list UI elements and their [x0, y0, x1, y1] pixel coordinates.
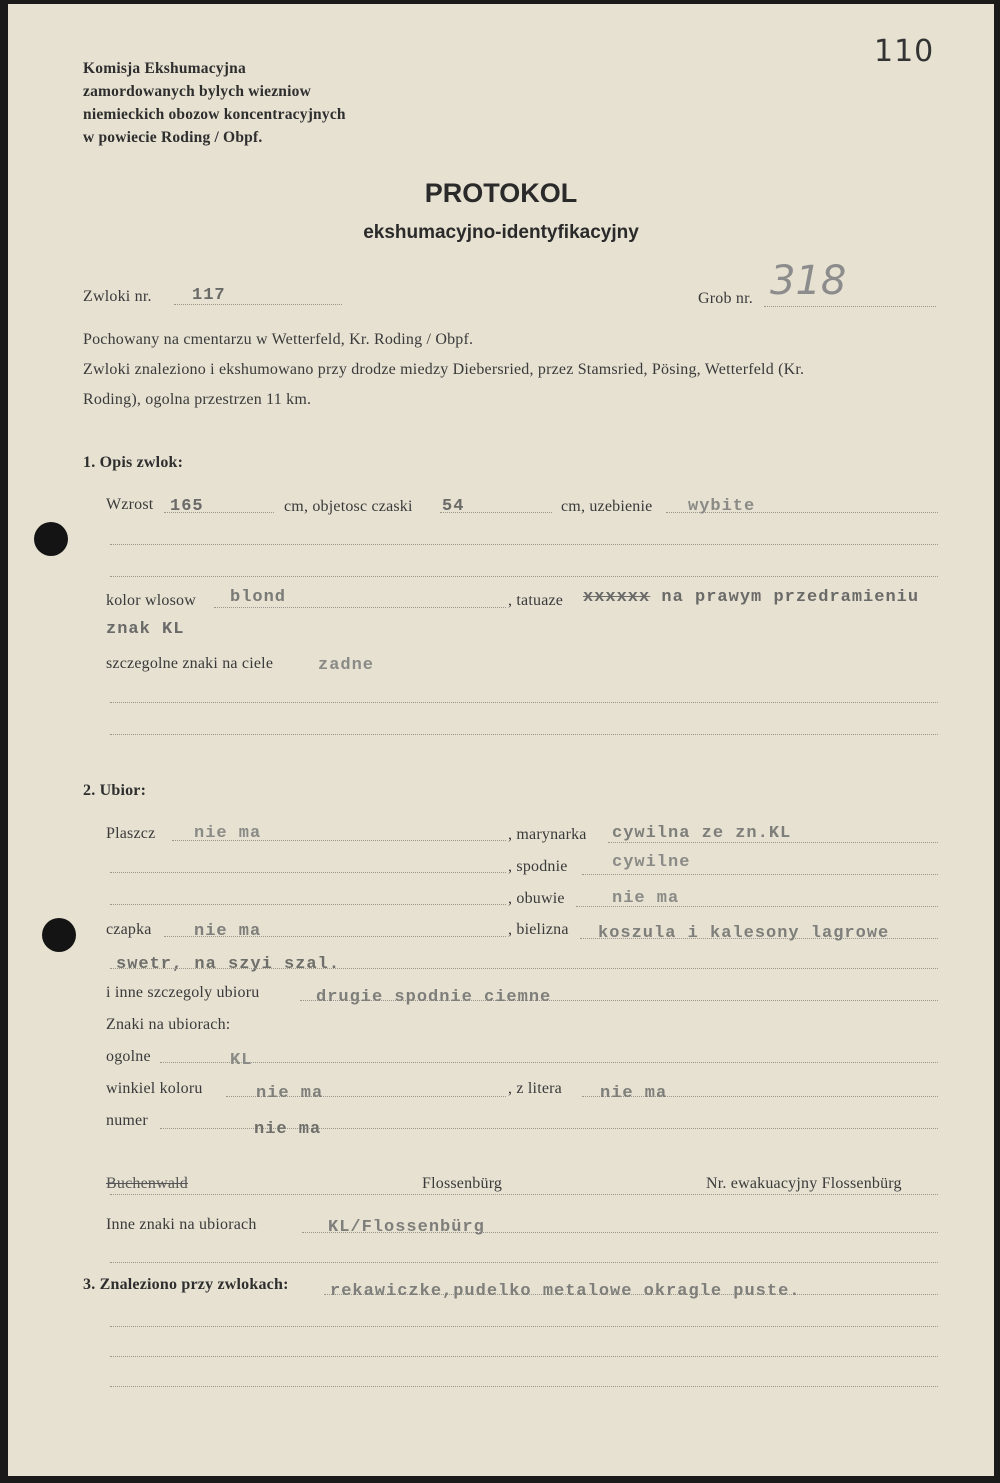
page-number: 110: [874, 34, 935, 69]
blank-line: [110, 1262, 938, 1263]
kolor-label: kolor wlosow: [106, 592, 196, 609]
numer-value: nie ma: [254, 1120, 322, 1139]
nr-ewakuacyjny-label: Nr. ewakuacyjny Flossenbürg: [706, 1175, 902, 1192]
blank-line: [110, 872, 506, 873]
section-2-heading: 2. Ubior:: [83, 782, 147, 799]
spodnie-label: , spodnie: [508, 858, 568, 875]
czaski-label: cm, objetosc czaski: [284, 498, 413, 515]
litera-value: nie ma: [600, 1084, 668, 1103]
inne-szczegoly-value: drugie spodnie ciemne: [316, 988, 552, 1007]
wzrost-value: 165: [170, 497, 204, 516]
tatuaze-value-group: [583, 588, 919, 607]
found-text-line-1: Zwloki znaleziono i ekshumowano przy drodze miedzy Diebersried, przez Stamsried, Pösing, Wetterfeld (Kr.: [83, 361, 805, 378]
inne-znaki-label: Inne znaki na ubiorach: [106, 1216, 257, 1233]
spodnie-line: [582, 874, 938, 875]
marynarka-label: , marynarka: [508, 826, 587, 843]
winkiel-value: nie ma: [256, 1084, 324, 1103]
tatuaze-label: , tatuaze: [508, 592, 564, 609]
grob-line: [764, 306, 936, 307]
blank-line: [110, 1386, 938, 1387]
inne-szczegoly-label: i inne szczegoly ubioru: [106, 984, 260, 1001]
bielizna-value: koszula i kalesony lagrowe: [598, 924, 890, 943]
committee-line-1: Komisja Ekshumacyjna: [83, 60, 246, 77]
litera-label: , z litera: [508, 1080, 562, 1097]
blank-line: [110, 904, 506, 905]
committee-line-4: w powiecie Roding / Obpf.: [83, 129, 263, 146]
blank-line: [110, 734, 938, 735]
buchenwald-label: Buchenwald: [106, 1175, 188, 1192]
wzrost-label: Wzrost: [106, 496, 154, 513]
document-subtitle: ekshumacyjno-identyfikacyjny: [363, 222, 639, 243]
czapka-value: nie ma: [194, 922, 262, 941]
uzebienie-label: cm, uzebienie: [561, 498, 653, 515]
znaki-label: szczegolne znaki na ciele: [106, 655, 274, 672]
committee-line-2: zamordowanych bylych wiezniow: [83, 83, 311, 100]
grob-handwritten-value: 318: [770, 258, 847, 304]
ogolne-line: [160, 1062, 938, 1063]
protocol-page: [8, 4, 994, 1476]
inne-znaki-value: KL/Flossenbürg: [328, 1218, 485, 1237]
flossenburg-label: Flossenbürg: [422, 1175, 503, 1192]
blank-line: [110, 702, 938, 703]
czaski-value: 54: [442, 497, 465, 516]
plaszcz-value: nie ma: [194, 824, 262, 843]
section-3-value: rekawiczke,pudelko metalowe okragle puste.: [330, 1282, 801, 1301]
plaszcz-label: Plaszcz: [106, 825, 156, 842]
blank-line: [110, 1356, 938, 1357]
blank-line: [110, 1326, 938, 1327]
obuwie-value: nie ma: [612, 889, 680, 908]
kolor-value: blond: [230, 588, 287, 607]
committee-line-3: niemieckich obozow koncentracyjnych: [83, 106, 346, 123]
buried-text: Pochowany na cmentarzu w Wetterfeld, Kr. Roding / Obpf.: [83, 331, 474, 348]
blank-line: [110, 1194, 938, 1195]
extra-clothing-line: swetr, na szyi szal.: [116, 955, 341, 974]
tatuaze-value: na prawym przedramieniu: [661, 588, 920, 607]
document-title: PROTOKOL: [424, 178, 578, 208]
found-text-line-2: Roding), ogolna przestrzen 11 km.: [83, 391, 312, 408]
zwloki-label: Zwloki nr.: [83, 288, 152, 305]
blank-line: [110, 968, 938, 969]
marynarka-value: cywilna ze zn.KL: [612, 824, 792, 843]
blank-line: [110, 576, 938, 577]
grob-label: Grob nr.: [698, 290, 753, 307]
znaki-value: zadne: [318, 656, 375, 675]
winkiel-label: winkiel koloru: [106, 1080, 203, 1097]
punch-hole: [42, 918, 76, 952]
section-3-heading: 3. Znaleziono przy zwlokach:: [83, 1276, 289, 1293]
uzebienie-value: wybite: [688, 497, 756, 516]
tatuaze-value-2: znak KL: [106, 620, 185, 639]
blank-line: [110, 544, 938, 545]
czapka-label: czapka: [106, 921, 152, 938]
punch-hole: [34, 522, 68, 556]
ogolne-label: ogolne: [106, 1048, 151, 1065]
obuwie-label: , obuwie: [508, 890, 565, 907]
spodnie-value: cywilne: [612, 853, 691, 872]
znaki-na-ubiorach-label: Znaki na ubiorach:: [106, 1016, 231, 1033]
section-1-heading: 1. Opis zwlok:: [83, 454, 184, 471]
tatuaze-struck: xxxxxx: [583, 588, 651, 607]
numer-label: numer: [106, 1112, 148, 1129]
zwloki-value: 117: [192, 286, 226, 305]
bielizna-label: , bielizna: [508, 921, 569, 938]
kolor-line: [214, 607, 506, 608]
ogolne-value: KL: [230, 1051, 253, 1070]
